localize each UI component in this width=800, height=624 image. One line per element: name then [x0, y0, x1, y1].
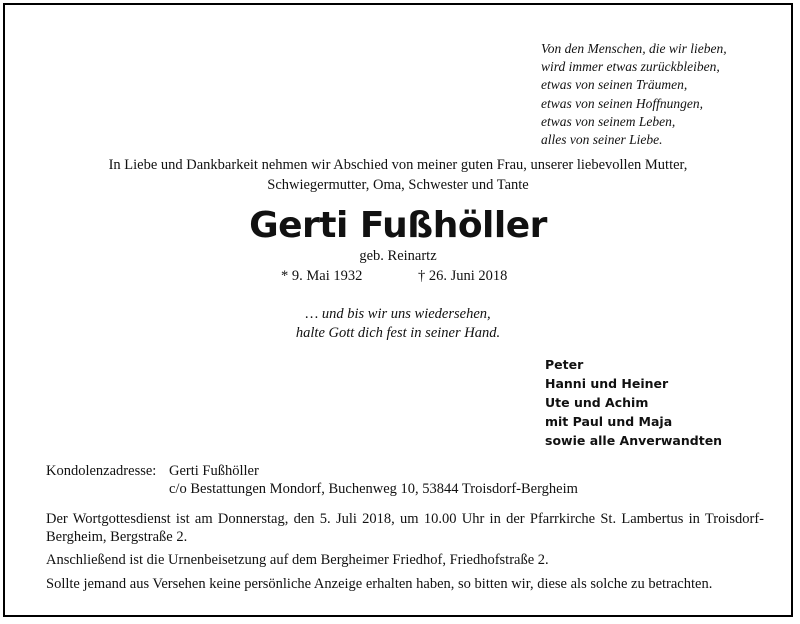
poem	[541, 40, 781, 149]
intro-line: Schwiegermutter, Oma, Schwester und Tante	[267, 177, 529, 193]
birth-date: * 9. Mai 1932	[281, 268, 363, 284]
poem-line: etwas von seinen Träumen,	[541, 77, 688, 93]
deceased-name: Gerti Fußhöller	[249, 205, 547, 246]
mourner: mit Paul und Maja	[545, 414, 673, 429]
condolence-name: Gerti Fußhöller	[169, 463, 259, 479]
mourner: Peter	[545, 357, 584, 372]
notice-paragraph: Sollte jemand aus Versehen keine persönliche Anzeige erhalten haben, so bitten wir, diese als solche zu betrachten.	[46, 576, 713, 592]
death-date: † 26. Juni 2018	[417, 268, 508, 284]
poem-line: etwas von seinen Hoffnungen,	[541, 95, 703, 111]
verse-line: halte Gott dich fest in seiner Hand.	[295, 324, 501, 341]
verse	[5, 305, 791, 342]
verse-line: … und bis wir uns wiedersehen,	[305, 306, 491, 322]
intro-text	[5, 155, 791, 195]
mourners-list	[545, 355, 722, 450]
condolence-label: Kondolenzadresse:	[46, 463, 157, 479]
mourner: Hanni und Heiner	[545, 376, 669, 391]
condolence-address-line: c/o Bestattungen Mondorf, Buchenweg 10, 53844 Troisdorf-Bergheim	[169, 481, 578, 497]
service-paragraph: Der Wortgottesdienst ist am Donnerstag, den 5. Juli 2018, um 10.00 Uhr in der Pfarrkirche St. Lambertus in Troisdorf-Bergheim, Bergstraße 2.	[46, 511, 764, 545]
poem-line: wird immer etwas zurückbleiben,	[541, 59, 720, 75]
obituary-card	[3, 3, 793, 617]
condolence-address	[46, 462, 578, 498]
life-dates	[281, 268, 507, 285]
poem-line: Von den Menschen, die wir lieben,	[541, 41, 727, 56]
mourner: sowie alle Anverwandten	[545, 433, 723, 448]
intro-line: In Liebe und Dankbarkeit nehmen wir Abschied von meiner guten Frau, unserer liebevollen Mutter,	[108, 157, 688, 173]
poem-line: etwas von seinem Leben,	[541, 113, 676, 129]
poem-line: alles von seiner Liebe.	[541, 132, 663, 148]
birth-name: geb. Reinartz	[359, 248, 437, 264]
mourner: Ute und Achim	[545, 395, 649, 410]
burial-paragraph: Anschließend ist die Urnenbeisetzung auf dem Bergheimer Friedhof, Friedhofstraße 2.	[46, 552, 549, 568]
